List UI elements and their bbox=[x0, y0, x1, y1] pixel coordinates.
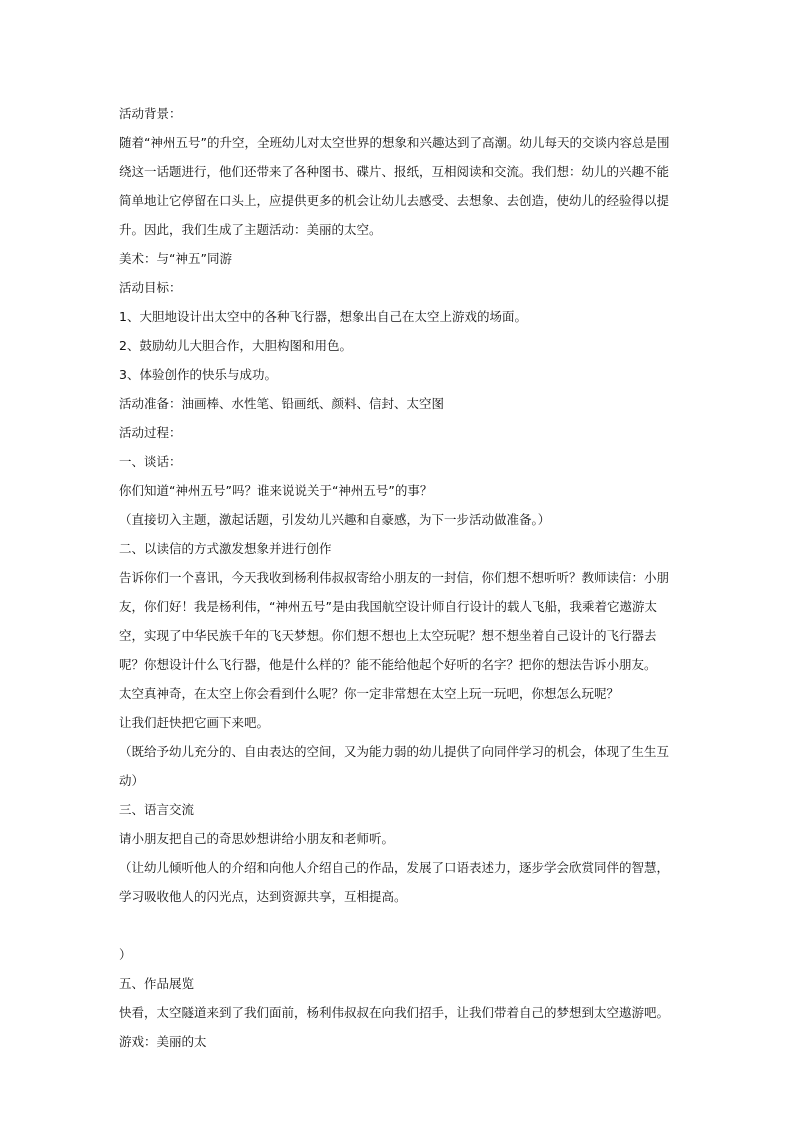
step-1-heading: 一、谈话： bbox=[119, 454, 182, 469]
draw-prompt: 让我们赶快把它画下来吧。 bbox=[119, 715, 270, 730]
game-line: 游戏：美丽的太 bbox=[119, 1034, 207, 1049]
step-5-text: 快看，太空隧道来到了我们面前，杨利伟叔叔在向我们招手，让我们带着自己的梦想到太空遨游吧。 bbox=[119, 1005, 670, 1020]
step-5-heading: 五、作品展览 bbox=[119, 976, 195, 991]
step-2-note: （既给予幼儿充分的、自由表达的空间，又为能力弱的幼儿提供了向同伴学习的机会，体现了生生互动） bbox=[119, 744, 670, 788]
background-paragraph: 随着“神州五号”的升空，全班幼儿对太空世界的想象和兴趣达到了高潮。幼儿每天的交谈内容总是围绕这一话题进行，他们还带来了各种图书、碟片、报纸，互相阅读和交流。我们想：幼儿的兴趣不能简单地让它停留在口头上，应提供更多的机会让幼儿去感受、去想象、去创造，使幼儿的经验得以提升。因此，我们生成了主题活动：美丽的太空。 bbox=[119, 135, 670, 237]
preparation-line: 活动准备：油画棒、水性笔、铅画纸、颜料、信封、太空图 bbox=[119, 396, 445, 411]
document-body bbox=[119, 99, 674, 1056]
goal-item-3: 3、体验创作的快乐与成功。 bbox=[119, 367, 277, 382]
section-heading-background: 活动背景： bbox=[119, 106, 182, 121]
step-3-instruction: 请小朋友把自己的奇思妙想讲给小朋友和老师听。 bbox=[119, 831, 395, 846]
goal-item-1: 1、大胆地设计出太空中的各种飞行器，想象出自己在太空上游戏的场面。 bbox=[119, 309, 527, 324]
art-activity-title: 美术：与“神五”同游 bbox=[119, 251, 232, 266]
blank-line bbox=[119, 911, 674, 940]
space-question: 太空真神奇，在太空上你会看到什么呢？你一定非常想在太空上玩一玩吧，你想怎么玩呢？ bbox=[119, 686, 620, 701]
section-heading-goals: 活动目标： bbox=[119, 280, 182, 295]
letter-paragraph: 告诉你们一个喜讯，今天我收到杨利伟叔叔寄给小朋友的一封信，你们想不想听听？教师读信：小朋友，你们好！我是杨利伟，“神州五号”是由我国航空设计师自行设计的载人飞船，我乘着它遨游太空，实现了中华民族千年的飞天梦想。你们想不想也上太空玩呢？想不想坐着自己设计的飞行器去呢？你想设计什么飞行器，他是什么样的？能不能给他起个好听的名字？把你的想法告诉小朋友。 bbox=[119, 570, 670, 672]
step-1-question: 你们知道“神州五号”吗？谁来说说关于“神州五号”的事？ bbox=[119, 483, 433, 498]
step-3-note: （让幼儿倾听他人的介绍和向他人介绍自己的作品，发展了口语表述力，逐步学会欣赏同伴的智慧，学习吸收他人的闪光点，达到资源共享，互相提高。 bbox=[119, 860, 670, 904]
goal-item-2: 2、鼓励幼儿大胆合作，大胆构图和用色。 bbox=[119, 338, 352, 353]
closing-parenthesis: ） bbox=[119, 947, 132, 962]
section-heading-process: 活动过程： bbox=[119, 425, 182, 440]
step-2-heading: 二、以读信的方式激发想象并进行创作 bbox=[119, 541, 332, 556]
step-3-heading: 三、语言交流 bbox=[119, 802, 195, 817]
step-1-note: （直接切入主题，激起话题，引发幼儿兴趣和自豪感，为下一步活动做准备。） bbox=[119, 512, 551, 527]
